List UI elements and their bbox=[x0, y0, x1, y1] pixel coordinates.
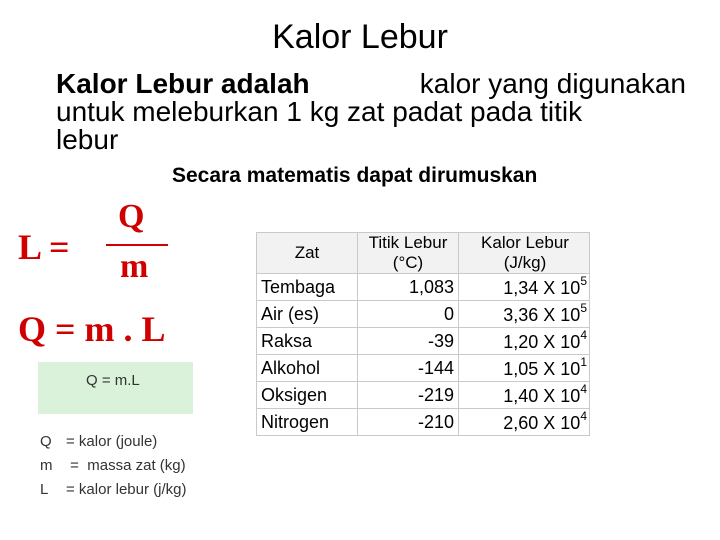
cell-kalor-base: 2,60 X 10 bbox=[503, 412, 581, 433]
cell-kalor bbox=[459, 274, 590, 301]
cell-kalor bbox=[459, 382, 590, 409]
table-header-row bbox=[257, 233, 590, 274]
green-box-formula: Q = m.L bbox=[86, 372, 140, 389]
legend-row bbox=[40, 454, 186, 478]
cell-zat: Oksigen bbox=[257, 382, 358, 409]
table-row bbox=[257, 355, 590, 382]
table-row bbox=[257, 328, 590, 355]
cell-titik: -39 bbox=[358, 328, 459, 355]
page-title: Kalor Lebur bbox=[272, 18, 448, 56]
intro-line3: lebur bbox=[56, 124, 119, 155]
legend-row bbox=[40, 478, 186, 502]
cell-kalor bbox=[459, 301, 590, 328]
symbol-legend bbox=[40, 430, 186, 502]
header-kalor-line1: Kalor Lebur bbox=[481, 233, 569, 252]
cell-kalor-base: 1,20 X 10 bbox=[503, 331, 581, 352]
formula-product: Q = m . L bbox=[18, 309, 166, 349]
fraction-bar bbox=[106, 244, 168, 246]
formula-subtitle: Secara matematis dapat dirumuskan bbox=[172, 164, 538, 187]
legend-definition: = massa zat (kg) bbox=[66, 457, 186, 474]
cell-titik: -219 bbox=[358, 382, 459, 409]
legend-symbol: L bbox=[40, 481, 49, 498]
table-row bbox=[257, 274, 590, 301]
cell-kalor bbox=[459, 409, 590, 436]
formula-fraction bbox=[18, 198, 158, 290]
intro-line1-rest: kalor yang digunakan bbox=[419, 68, 686, 99]
cell-kalor-exponent: 5 bbox=[580, 273, 587, 288]
intro-bold-term: Kalor Lebur adalah bbox=[56, 68, 310, 99]
cell-kalor-exponent: 5 bbox=[580, 300, 587, 315]
cell-zat: Air (es) bbox=[257, 301, 358, 328]
table-row bbox=[257, 301, 590, 328]
cell-titik: 1,083 bbox=[358, 274, 459, 301]
table-row bbox=[257, 382, 590, 409]
intro-line2: untuk meleburkan 1 kg zat padat pada titik bbox=[56, 96, 583, 127]
cell-kalor-exponent: 4 bbox=[580, 408, 587, 423]
cell-zat: Tembaga bbox=[257, 274, 358, 301]
header-kalor-lebur bbox=[459, 233, 590, 274]
table-row bbox=[257, 409, 590, 436]
cell-kalor-base: 1,05 X 10 bbox=[503, 358, 581, 379]
cell-kalor bbox=[459, 355, 590, 382]
cell-kalor-base: 1,34 X 10 bbox=[503, 277, 581, 298]
header-kalor-line2: (J/kg) bbox=[503, 253, 547, 272]
header-zat: Zat bbox=[257, 233, 358, 274]
cell-titik: -144 bbox=[358, 355, 459, 382]
legend-symbol: Q bbox=[40, 433, 52, 450]
intro-paragraph bbox=[56, 70, 686, 154]
cell-kalor-exponent: 4 bbox=[580, 381, 587, 396]
cell-kalor bbox=[459, 328, 590, 355]
legend-definition: = kalor (joule) bbox=[66, 433, 158, 450]
legend-symbol: m bbox=[40, 457, 53, 474]
cell-titik: -210 bbox=[358, 409, 459, 436]
cell-kalor-exponent: 1 bbox=[580, 354, 587, 369]
formula-numerator: Q bbox=[118, 198, 145, 235]
cell-zat: Alkohol bbox=[257, 355, 358, 382]
header-titik-line1: Titik Lebur bbox=[368, 233, 448, 252]
formula-denominator: m bbox=[120, 248, 149, 285]
cell-kalor-base: 3,36 X 10 bbox=[503, 304, 581, 325]
header-titik-lebur bbox=[358, 233, 459, 274]
green-formula-box bbox=[38, 362, 193, 414]
cell-zat: Nitrogen bbox=[257, 409, 358, 436]
cell-titik: 0 bbox=[358, 301, 459, 328]
header-titik-line2: (°C) bbox=[392, 253, 424, 272]
legend-definition: = kalor lebur (j/kg) bbox=[66, 481, 187, 498]
cell-kalor-base: 1,40 X 10 bbox=[503, 385, 581, 406]
cell-kalor-exponent: 4 bbox=[580, 327, 587, 342]
cell-zat: Raksa bbox=[257, 328, 358, 355]
legend-row bbox=[40, 430, 186, 454]
formula-lhs: L = bbox=[18, 227, 70, 267]
melting-heat-table bbox=[256, 232, 590, 436]
